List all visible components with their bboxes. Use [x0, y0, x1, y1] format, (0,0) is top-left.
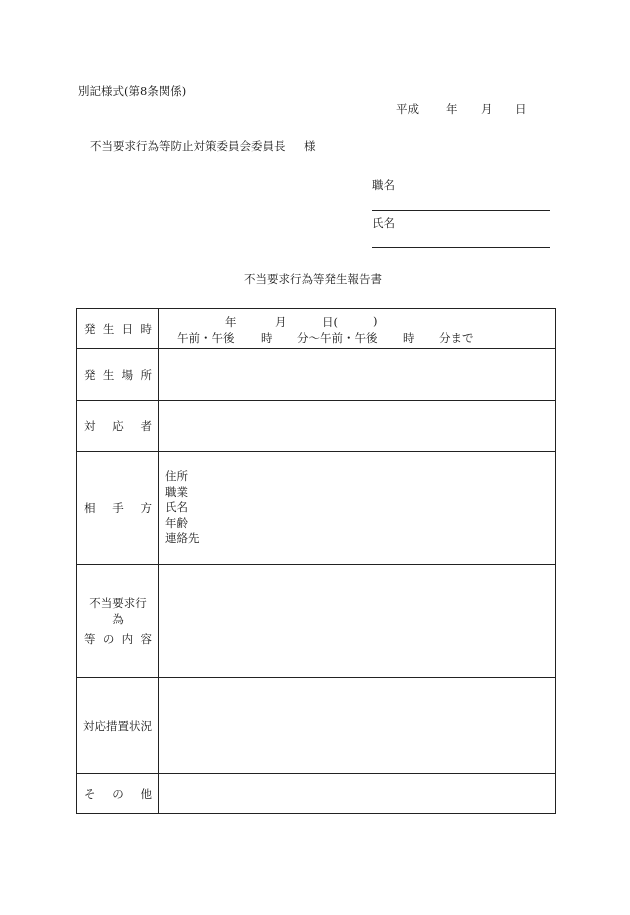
field-contact: 連絡先 — [165, 531, 200, 546]
field-address: 住所 — [165, 469, 188, 484]
position-signature-line — [372, 210, 550, 211]
label-location: 発 生 場 所 — [77, 349, 159, 401]
dt-until: 分まで — [439, 330, 474, 345]
field-occupation: 職業 — [165, 484, 188, 499]
addressee: 不当要求行為等防止対策委員会委員長 — [90, 139, 286, 153]
field-name: 氏名 — [165, 500, 188, 515]
dt-hour-end: 時 — [403, 330, 415, 345]
field-age: 年齢 — [165, 515, 188, 530]
date-month: 月 — [481, 102, 493, 116]
value-response-measures[interactable] — [159, 678, 556, 774]
row-counterparty — [77, 452, 556, 565]
label-counterparty: 相 手 方 — [77, 452, 159, 565]
date-day: 日 — [515, 102, 527, 116]
dt-month: 月 — [275, 314, 287, 329]
label-other: そ の 他 — [77, 774, 159, 814]
row-other — [77, 774, 556, 814]
label-responder: 対 応 者 — [77, 401, 159, 452]
value-location[interactable] — [159, 349, 556, 401]
dt-day: 日( — [322, 314, 338, 329]
report-table — [76, 308, 556, 814]
row-demand-content — [77, 565, 556, 678]
value-occurrence-datetime[interactable] — [159, 309, 556, 349]
label-demand-content: 不当要求行為 等 の 内 容 — [77, 565, 159, 678]
name-signature-line — [372, 247, 550, 248]
date-year: 年 — [446, 102, 458, 116]
dt-hour-start: 時 — [261, 330, 273, 345]
label-response-measures: 対応措置状況 — [77, 678, 159, 774]
name-label: 氏名 — [372, 216, 395, 230]
value-demand-content[interactable] — [159, 565, 556, 678]
datetime-time-line — [159, 330, 555, 344]
addressee-honorific: 様 — [304, 139, 316, 153]
dt-minute-range: 分～午前・午後 — [297, 330, 378, 345]
dt-close: ) — [373, 313, 378, 328]
row-location — [77, 349, 556, 401]
label-occurrence-datetime: 発 生 日 時 — [77, 309, 159, 349]
row-response-measures — [77, 678, 556, 774]
document-title: 不当要求行為等発生報告書 — [244, 272, 382, 286]
form-style-label: 別記様式(第8条関係) — [78, 84, 187, 98]
value-other[interactable] — [159, 774, 556, 814]
dt-year: 年 — [225, 314, 237, 329]
row-responder — [77, 401, 556, 452]
dt-ampm-start: 午前・午後 — [177, 330, 235, 345]
position-label: 職名 — [372, 178, 395, 192]
datetime-date-line — [159, 314, 555, 328]
value-responder[interactable] — [159, 401, 556, 452]
date-era: 平成 — [396, 102, 419, 116]
row-occurrence-datetime — [77, 309, 556, 349]
value-counterparty[interactable] — [159, 452, 556, 565]
